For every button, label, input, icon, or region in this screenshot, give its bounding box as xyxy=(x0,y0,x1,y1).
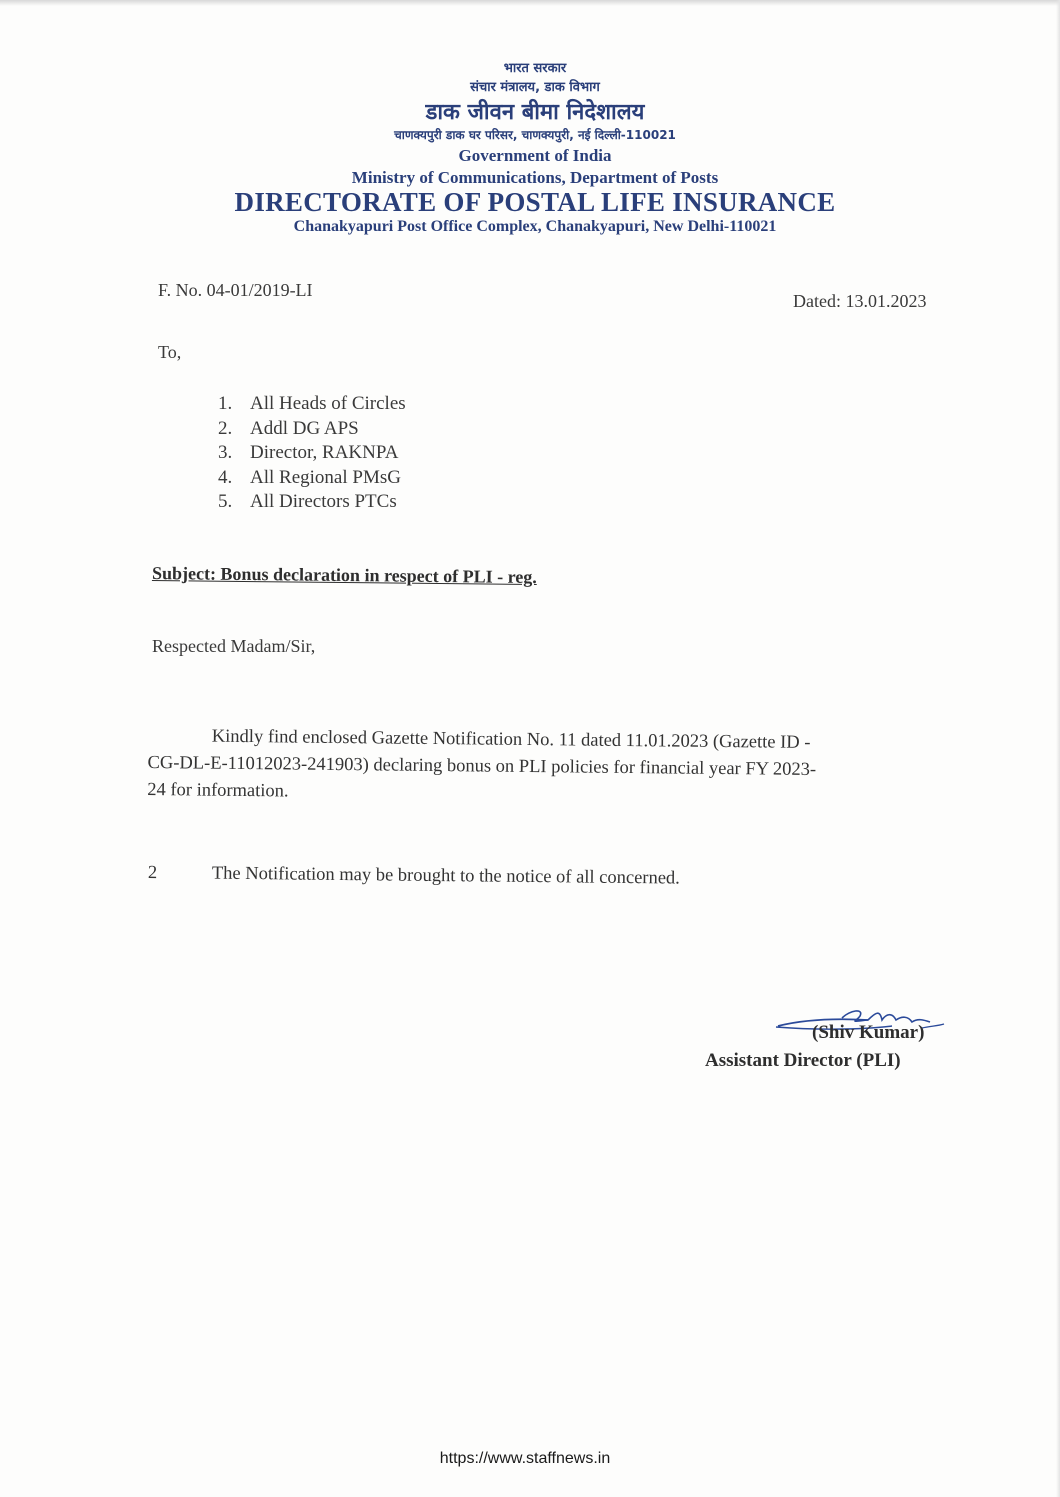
scan-top-edge xyxy=(0,0,1060,6)
paragraph-text: The Notification may be brought to the notice of all concerned. xyxy=(211,863,680,889)
recipient-text: All Regional PMsG xyxy=(250,466,401,488)
recipient-text: Director, RAKNPA xyxy=(250,442,399,463)
recipient-list xyxy=(218,392,406,515)
scan-right-edge xyxy=(1056,0,1060,1497)
paragraph-number: 2 xyxy=(147,863,158,884)
recipient-number: 5. xyxy=(218,491,233,512)
letterhead-hindi-address: चाणक्यपुरी डाक घर परिसर, चाणक्यपुरी, नई दिल्ली-110021 xyxy=(394,128,676,143)
recipient-number: 3. xyxy=(218,442,233,463)
recipient-item xyxy=(218,417,406,442)
recipient-number: 1. xyxy=(218,393,233,414)
recipient-item xyxy=(218,490,406,515)
letterhead-english-ministry: Ministry of Communications, Department of Posts xyxy=(351,167,719,187)
recipient-item xyxy=(218,466,406,491)
paragraph-line: Kindly find enclosed Gazette Notification No. 11 dated 11.01.2023 (Gazette ID - xyxy=(211,726,811,753)
letterhead-english-address: Chanakyapuri Post Office Complex, Chanakyapuri, New Delhi-110021 xyxy=(293,218,777,236)
recipient-text: All Directors PTCs xyxy=(250,491,397,512)
recipient-item xyxy=(218,392,406,417)
paragraph-line: CG-DL-E-11012023-241903) declaring bonus on PLI policies for financial year FY 2023- xyxy=(147,752,817,780)
letterhead-hindi-directorate: डाक जीवन बीमा निदेशालय xyxy=(425,99,645,125)
salutation: Respected Madam/Sir, xyxy=(152,636,316,656)
body-paragraph-2 xyxy=(148,863,680,890)
recipient-item xyxy=(218,441,406,466)
subject-line: Subject: Bonus declaration in respect of PLI - reg. xyxy=(151,563,537,588)
letterhead-hindi-ministry: संचार मंत्रालय, डाक विभाग xyxy=(470,79,600,95)
footer-url: https://www.staffnews.in xyxy=(439,1450,611,1467)
letterhead-hindi-government: भारत सरकार xyxy=(503,61,567,76)
letterhead-english-directorate: DIRECTORATE OF POSTAL LIFE INSURANCE xyxy=(234,187,836,218)
paragraph-line: 24 for information. xyxy=(147,779,289,802)
signer-title: Assistant Director (PLI) xyxy=(705,1050,901,1071)
signer-name: (Shiv Kumar) xyxy=(812,1022,925,1043)
letterhead xyxy=(150,62,920,237)
file-number: F. No. 04-01/2019-LI xyxy=(158,280,313,300)
to-label: To, xyxy=(158,342,182,362)
body-paragraph-1 xyxy=(147,723,960,812)
letterhead-english-government: Government of India xyxy=(458,145,612,165)
recipient-number: 2. xyxy=(218,417,233,439)
recipient-number: 4. xyxy=(218,466,233,488)
recipient-text: Addl DG APS xyxy=(250,417,359,439)
document-date: Dated: 13.01.2023 xyxy=(793,291,927,311)
recipient-text: All Heads of Circles xyxy=(250,393,406,414)
